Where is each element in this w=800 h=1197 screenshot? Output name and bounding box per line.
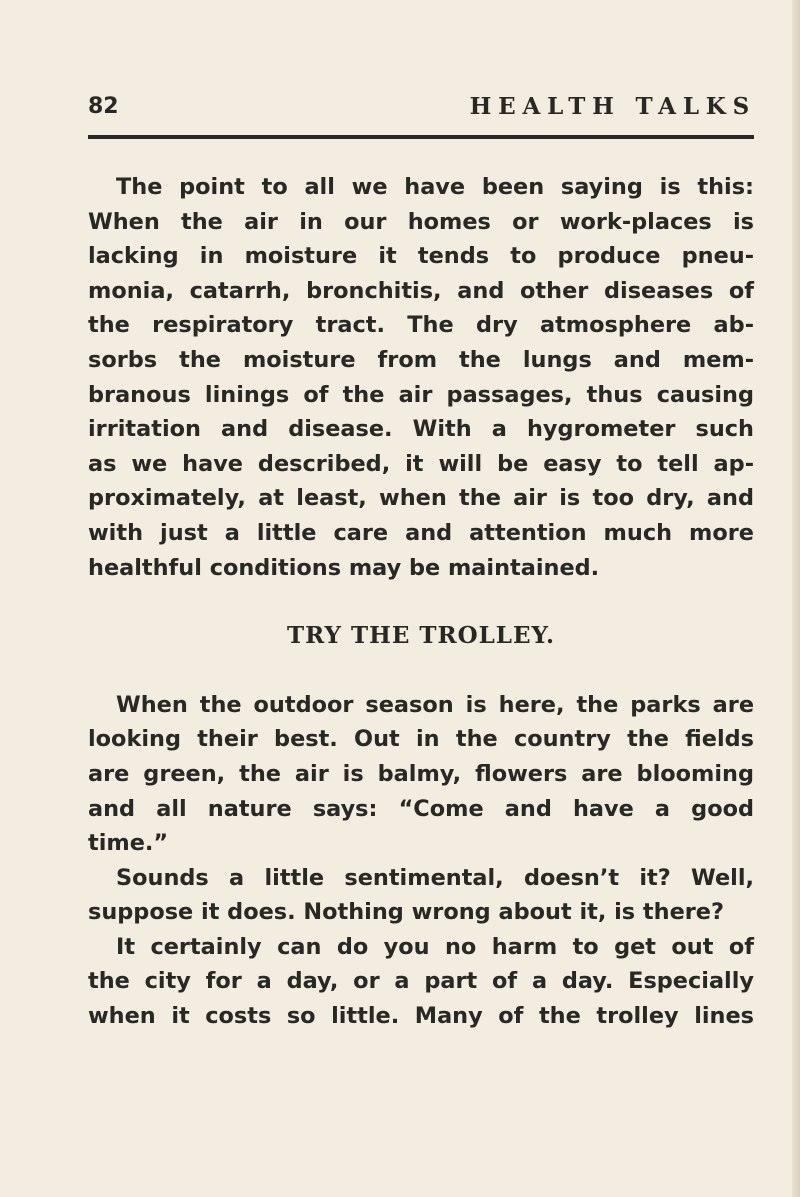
paragraph [88, 170, 754, 585]
running-head [88, 90, 756, 124]
page-number: 82 [88, 94, 119, 119]
text-line: monia, catarrh, bronchitis, and other diseases of [88, 277, 754, 304]
text-line: Sounds a little sentimental, doesn’t it? Well, [116, 864, 754, 891]
text-line: as we have described, it will be easy to tell ap- [88, 450, 754, 477]
text-line: the respiratory tract. The dry atmosphere ab- [88, 312, 754, 339]
header-rule [88, 135, 754, 139]
text-line: branous linings of the air passages, thus causing [88, 381, 754, 408]
text-line: irritation and disease. With a hygrometer such [88, 416, 754, 443]
text-line: sorbs the moisture from the lungs and mem- [88, 346, 754, 373]
text-line: with just a little care and attention much more [88, 519, 754, 546]
paragraph [88, 688, 754, 861]
text-line: when it costs so little. Many of the trolley lines [88, 1003, 754, 1030]
text-line: looking their best. Out in the country the fields [88, 726, 754, 753]
running-title: HEALTH TALKS [469, 93, 756, 120]
text-line: The point to all we have been saying is this: [116, 174, 754, 200]
text-line: time.” [88, 830, 169, 857]
text-line: lacking in moisture it tends to produce pneu- [88, 243, 754, 270]
section-heading: TRY THE TROLLEY. [287, 622, 555, 650]
text-line: the city for a day, or a part of a day. Especially [88, 968, 754, 995]
paragraph [88, 930, 754, 1034]
body-text [88, 170, 754, 1034]
text-line: It certainly can do you no harm to get out of [116, 933, 754, 960]
text-line: When the air in our homes or work-places is [88, 208, 754, 235]
text-line: When the outdoor season is here, the parks are [116, 691, 754, 718]
text-line: are green, the air is balmy, flowers are blooming [88, 760, 754, 787]
page-edge [792, 0, 800, 1197]
text-line: suppose it does. Nothing wrong about it, is there? [88, 899, 724, 926]
text-line: proximately, at least, when the air is too dry, and [88, 485, 754, 512]
text-line: and all nature says: “Come and have a good [88, 795, 754, 822]
text-line: healthful conditions may be maintained. [88, 554, 600, 581]
paragraph [88, 861, 754, 930]
